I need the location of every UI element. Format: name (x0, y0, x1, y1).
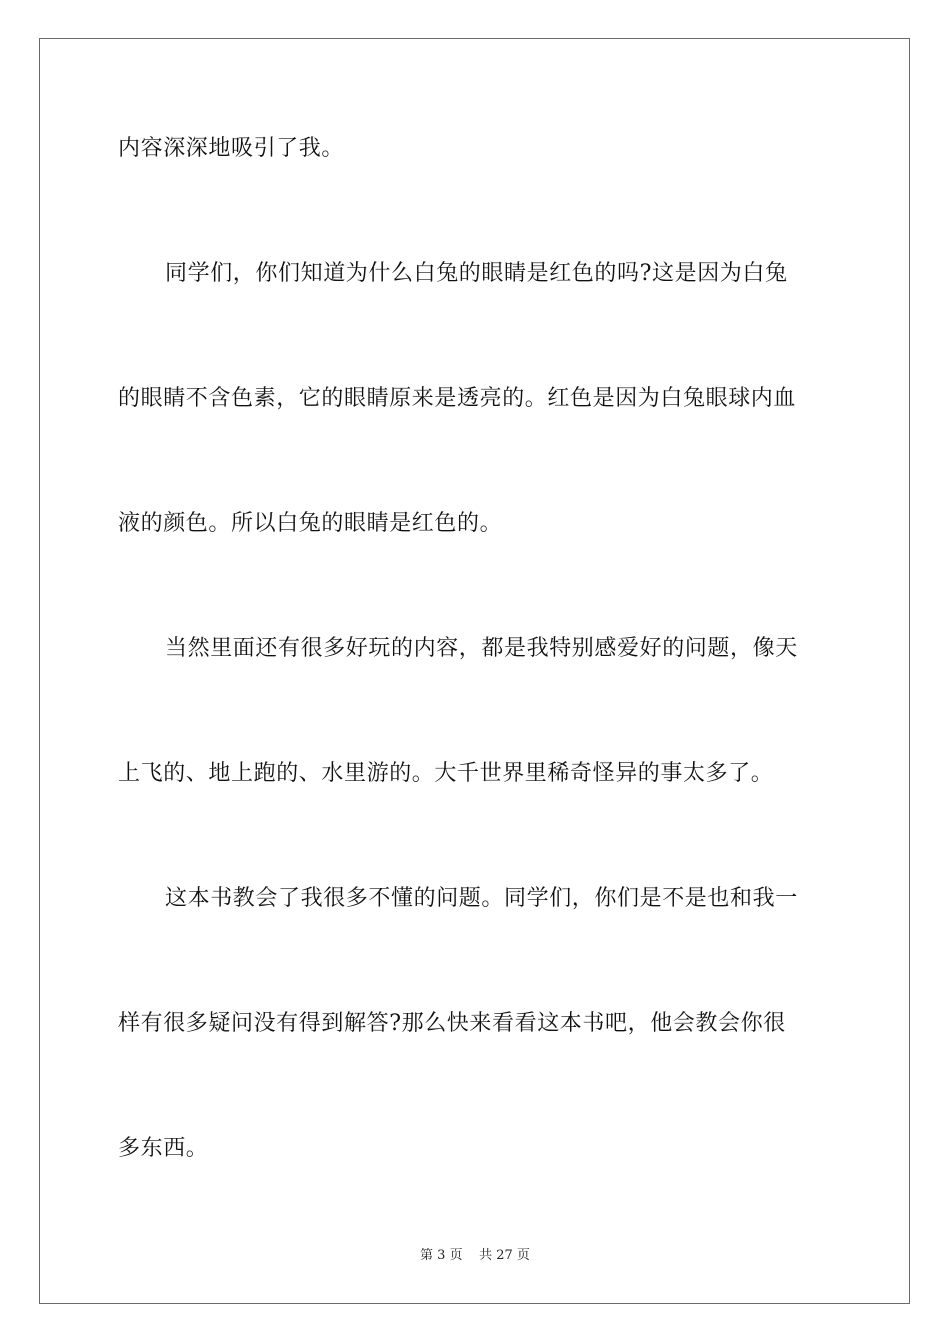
text-line: 的眼睛不含色素，它的眼睛原来是透亮的。红色是因为白兔眼球内血 (118, 386, 797, 411)
page-number: 第 3 页 (420, 1248, 463, 1263)
text-line: 多东西。 (118, 1136, 209, 1161)
text-line: 液的颜色。所以白兔的眼睛是红色的。 (118, 511, 503, 536)
page-border (39, 38, 910, 1304)
text-line: 当然里面还有很多好玩的内容，都是我特别感爱好的问题，像天 (165, 636, 798, 661)
text-line: 样有很多疑问没有得到解答?那么快来看看这本书吧，他会教会你很 (118, 1011, 786, 1036)
text-line: 这本书教会了我很多不懂的问题。同学们，你们是不是也和我一 (165, 886, 798, 911)
text-line: 上飞的、地上跑的、水里游的。大千世界里稀奇怪异的事太多了。 (118, 761, 774, 786)
total-pages: 共 27 页 (479, 1248, 530, 1263)
text-line: 同学们，你们知道为什么白兔的眼睛是红色的吗?这是因为白兔 (165, 261, 788, 286)
page-footer (0, 1247, 950, 1265)
text-line: 内容深深地吸引了我。 (118, 136, 345, 161)
